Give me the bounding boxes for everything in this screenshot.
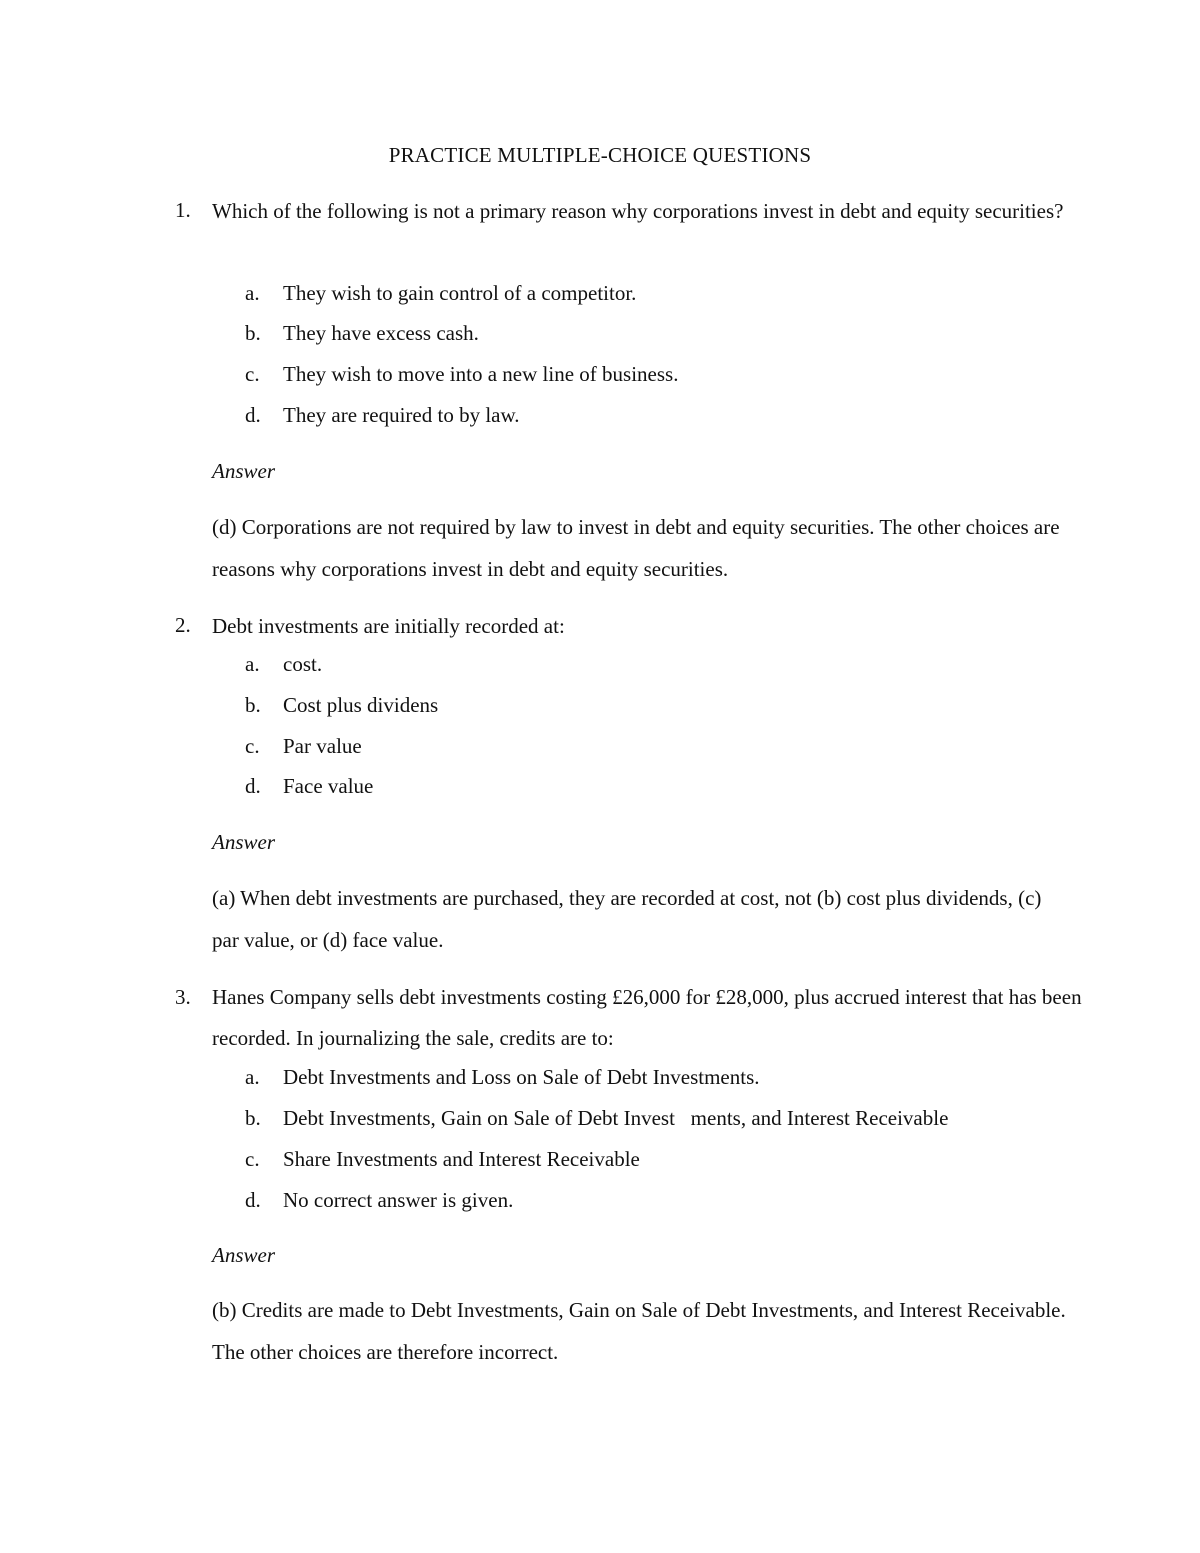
choice-text: cost. (283, 652, 323, 676)
choice-letter: a. (245, 652, 260, 676)
choice-letter: d. (245, 403, 261, 427)
question-number: 2. (175, 613, 191, 637)
choice-item (0, 1106, 1200, 1136)
choice-item (0, 693, 1200, 723)
choice-text: Debt Investments and Loss on Sale of Debt Investments. (283, 1065, 760, 1089)
choice-letter: c. (245, 1147, 260, 1171)
choice-item (0, 774, 1200, 804)
choice-text: Cost plus dividens (283, 693, 439, 717)
answer-label: Answer (212, 1243, 275, 1267)
question-text: Hanes Company sells debt investments costing £26,000 for £28,000, plus accrued interest that has been recorded. In journalizing the sale, credits are to: (212, 985, 1082, 1050)
choice-text: They are required to by law. (283, 403, 520, 427)
question-number: 3. (175, 985, 191, 1009)
choice-item (0, 1147, 1200, 1177)
choice-letter: d. (245, 1188, 261, 1212)
choice-letter: a. (245, 1065, 260, 1089)
choice-letter: d. (245, 774, 261, 798)
choice-text: No correct answer is given. (283, 1188, 514, 1212)
choice-letter: c. (245, 362, 260, 386)
answer-label: Answer (212, 459, 275, 483)
answer-text: (d) Corporations are not required by law to invest in debt and equity securities. The other choices are reasons why corporations invest in debt and equity securities. (212, 515, 1060, 581)
choice-letter: b. (245, 321, 261, 345)
page-title: PRACTICE MULTIPLE-CHOICE QUESTIONS (388, 143, 812, 167)
choice-item (0, 652, 1200, 682)
choice-letter: a. (245, 281, 260, 305)
choice-item (0, 403, 1200, 433)
question-text: Which of the following is not a primary reason why corporations invest in debt and equity securities? (212, 199, 1064, 223)
choice-text: Par value (283, 734, 362, 758)
choice-item (0, 1065, 1200, 1095)
choice-item (0, 1188, 1200, 1218)
choice-text: Share Investments and Interest Receivable (283, 1147, 640, 1171)
choice-item (0, 281, 1200, 311)
choice-text: They have excess cash. (283, 321, 479, 345)
answer-text: (b) Credits are made to Debt Investments, Gain on Sale of Debt Investments, and Interest Receivable. The other choices are therefore incorrect. (212, 1298, 1066, 1364)
choice-text: They wish to move into a new line of business. (283, 362, 679, 386)
question-number: 1. (175, 198, 191, 222)
choice-item (0, 321, 1200, 351)
choice-text: Face value (283, 774, 374, 798)
choice-item (0, 734, 1200, 764)
choice-item (0, 362, 1200, 392)
choice-letter: c. (245, 734, 260, 758)
choice-text: They wish to gain control of a competitor. (283, 281, 637, 305)
answer-label: Answer (212, 830, 275, 854)
answer-text: (a) When debt investments are purchased, they are recorded at cost, not (b) cost plus dividends, (c) par value, or (d) face value. (212, 886, 1042, 952)
choice-letter: b. (245, 693, 261, 717)
choice-text: Debt Investments, Gain on Sale of Debt Invest ments, and Interest Receivable (283, 1106, 949, 1130)
choice-letter: b. (245, 1106, 261, 1130)
question-text: Debt investments are initially recorded at: (212, 614, 565, 638)
